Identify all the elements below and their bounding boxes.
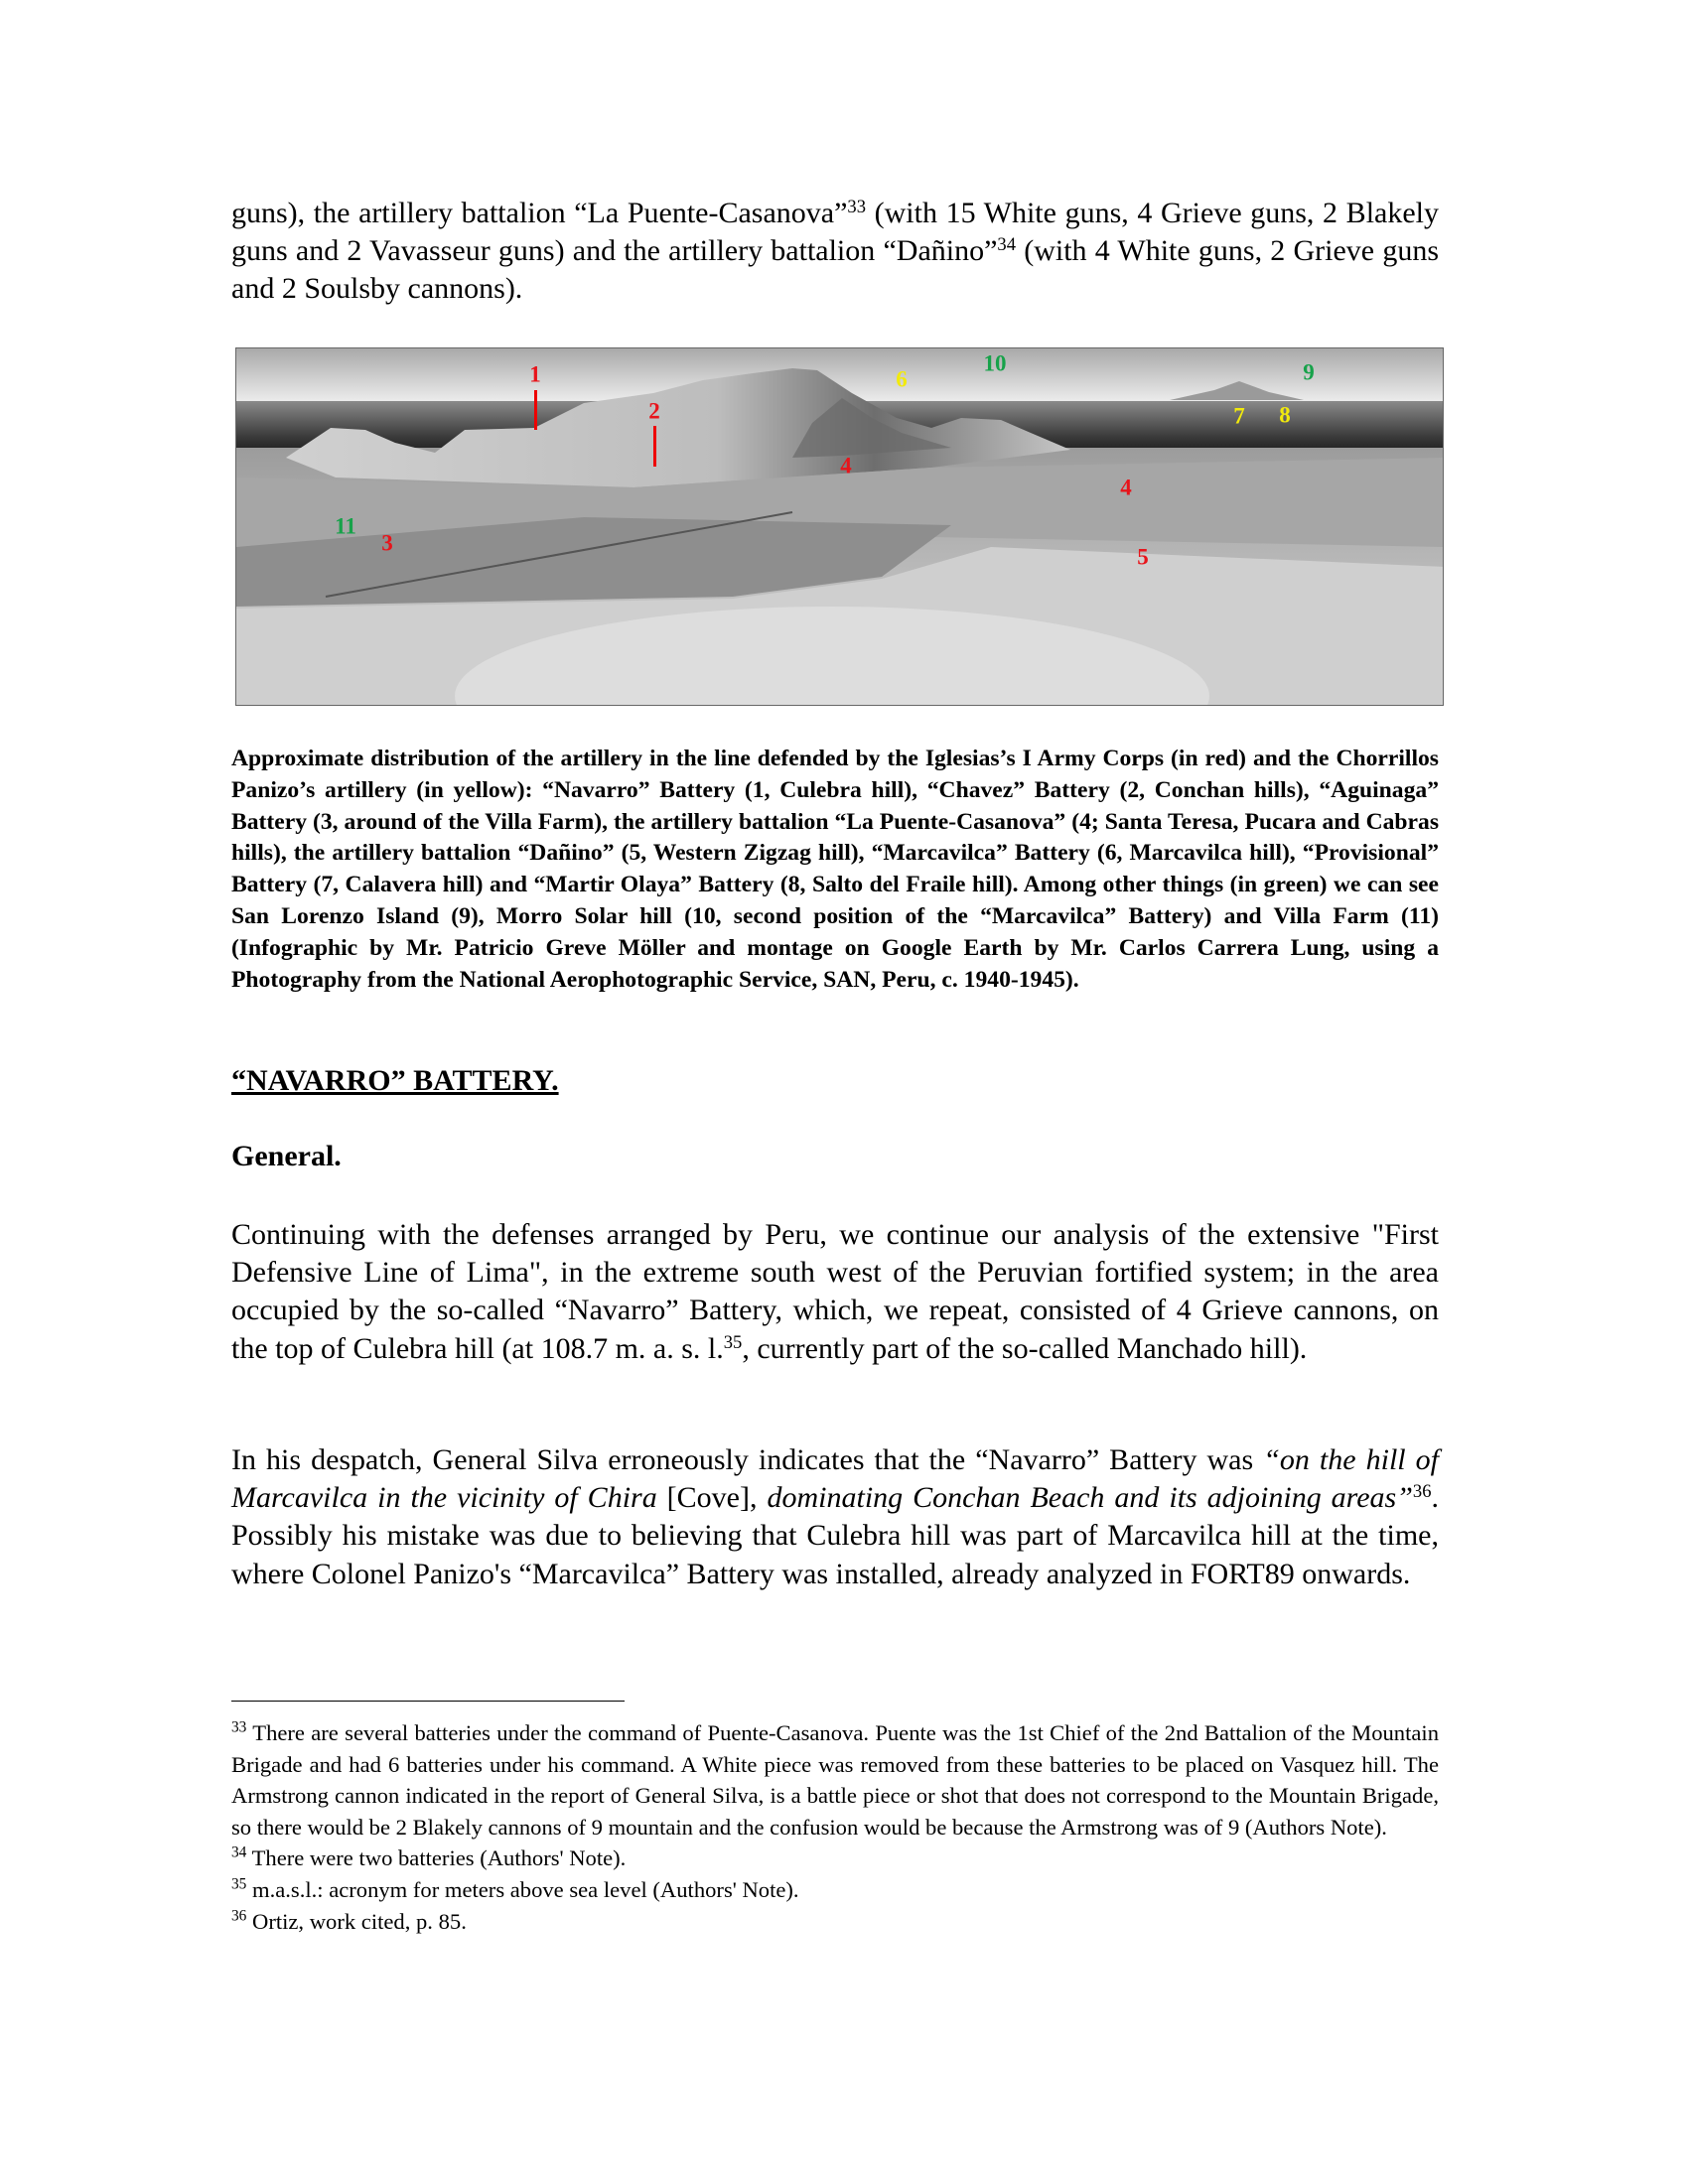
label-3: 3 — [381, 530, 393, 556]
text: . Possibly his mistake was due to believing that Culebra hill was part of Marcavilca hill at the time, where Colonel Panizo's “Marcavilca” Battery was installed, already analyzed in FORT89 onwards. — [231, 1481, 1439, 1590]
landscape-photo — [236, 348, 1444, 706]
footnote-34 — [231, 1843, 1439, 1874]
paragraph-general — [231, 1216, 1439, 1368]
label-2: 2 — [648, 398, 660, 424]
text: (with 15 White guns, 4 Grieve guns, 2 Blakely guns and 2 Vavasseur guns) and the artillery battalion “Dañino” — [231, 197, 1439, 268]
label-5: 5 — [1137, 544, 1149, 570]
footnote-number: 36 — [231, 1907, 247, 1925]
quote-italic: dominating Conchan Beach and its adjoining areas” — [767, 1481, 1413, 1515]
text: [Cove], — [656, 1481, 768, 1515]
navarro-marker-line — [534, 390, 537, 430]
section-title-text: “NAVARRO” BATTERY. — [231, 1064, 559, 1097]
section-title — [231, 1064, 1439, 1098]
footnote-35 — [231, 1874, 1439, 1906]
text: , currently part of the so-called Manchado hill). — [742, 1331, 1308, 1365]
landscape-infographic — [235, 347, 1444, 706]
label-10: 10 — [983, 350, 1007, 376]
label-11: 11 — [335, 513, 356, 539]
label-6: 6 — [896, 366, 908, 392]
footnote-ref-33[interactable]: 33 — [847, 196, 866, 217]
footnotes — [231, 1717, 1439, 1937]
footnote-33 — [231, 1717, 1439, 1843]
text: Continuing with the defenses arranged by Peru, we continue our analysis of the extensive "First Defensive Line of Lima", in the extreme south west of the Peruvian fortified system; in the area occupied by the so-called “Navarro” Battery, which, we repeat, consisted of 4 Grieve cannons, on the top of Culebra hill (at 108.7 m. a. s. l. — [231, 1218, 1439, 1365]
footnote-text: Ortiz, work cited, p. 85. — [246, 1908, 467, 1934]
footnote-text: There were two batteries (Authors' Note). — [246, 1845, 627, 1871]
footnote-text: There are several batteries under the command of Puente-Casanova. Puente was the 1st Chief of the 2nd Battalion of the Mountain Brigade and had 6 batteries under his command. A White piece was removed from these batteries to be placed on Vasquez hill. The Armstrong cannon indicated in the report of General Silva, is a battle piece or shot that does not correspond to the Mountain Brigade, so there would be 2 Blakely cannons of 9 mountain and the confusion would be because the Armstrong was of 9 (Authors Note). — [231, 1720, 1439, 1840]
label-9: 9 — [1303, 359, 1315, 385]
text: In his despatch, General Silva erroneously indicates that the “Navarro” Battery was — [231, 1443, 1264, 1476]
label-1: 1 — [529, 361, 541, 387]
quote-italic: “on the hill of Marcavilca in the vicinity of Chira — [231, 1443, 1439, 1515]
footnote-separator — [231, 1701, 625, 1702]
footnote-number: 33 — [231, 1718, 247, 1736]
footnote-number: 34 — [231, 1843, 247, 1861]
label-4b: 4 — [1120, 475, 1132, 500]
chavez-marker-line — [653, 426, 656, 467]
label-4a: 4 — [840, 453, 852, 478]
footnote-ref-36[interactable]: 36 — [1412, 1480, 1432, 1502]
paragraph-silva — [231, 1441, 1439, 1593]
figure-caption: Approximate distribution of the artillery in the line defended by the Iglesias’s I Army Corps (in red) and the Chorrillos Panizo’s artillery (in yellow): “Navarro” Battery (1, Culebra hill), “Chavez” Battery (2, Conchan hills), “Aguinaga” Battery (3, around of the Villa Farm), the artillery battalion “La Puente-Casanova” (4; Santa Teresa, Pucara and Cabras hills), the artillery battalion “Dañino” (5, Western Zigzag hill), “Marcavilca” Battery (6, Marcavilca hill), “Provisional” Battery (7, Calavera hill) and “Martir Olaya” Battery (8, Salto del Fraile hill). Among other things (in green) we can see San Lorenzo Island (9), Morro Solar hill (10, second position of the “Marcavilca” Battery) and Villa Farm (11) (Infographic by Mr. Patricio Greve Möller and montage on Google Earth by Mr. Carlos Carrera Lung, using a Photography from the National Aerophotographic Service, SAN, Peru, c. 1940-1945). — [231, 746, 1439, 993]
footnote-text: m.a.s.l.: acronym for meters above sea level (Authors' Note). — [246, 1876, 799, 1902]
text: guns), the artillery battalion “La Puente-Casanova” — [231, 197, 848, 229]
label-8: 8 — [1279, 402, 1291, 428]
footnote-36 — [231, 1906, 1439, 1938]
footnote-ref-34[interactable]: 34 — [997, 233, 1017, 255]
subsection-title: General. — [231, 1140, 342, 1172]
label-7: 7 — [1233, 403, 1245, 429]
text: (with 4 White guns, 2 Grieve guns and 2 Soulsby cannons). — [231, 234, 1439, 306]
footnote-number: 35 — [231, 1875, 247, 1893]
paragraph-top — [231, 195, 1439, 309]
footnote-ref-35[interactable]: 35 — [723, 1331, 743, 1353]
